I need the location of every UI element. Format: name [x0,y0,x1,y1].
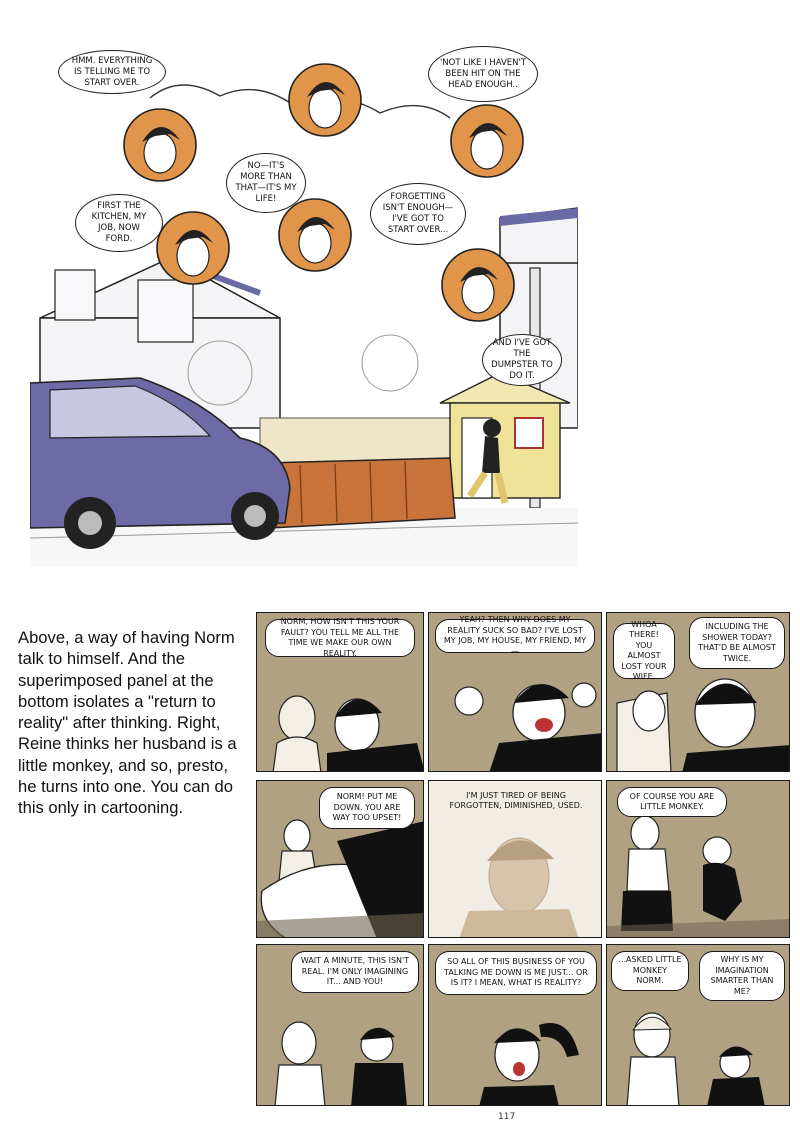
speech-bubble-norm: INCLUDING THE SHOWER TODAY? THAT'D BE ALMOST TWICE. [689,617,785,669]
strip-panel-r2-2 [428,780,602,938]
side-caption: Above, a way of having Norm talk to himself. And the superimposed panel at the bottom isolates a "return to reality" after thinking. Right, Reine thinks her husband is a little monkey, and so, presto, he turns into one. You can do this only in cartooning. [18,628,237,818]
caption-box: ...ASKED LITTLE MONKEY NORM. [611,951,689,991]
speech-bubble: WAIT A MINUTE, THIS ISN'T REAL. I'M ONLY IMAGINING IT... AND YOU! [291,951,419,993]
strip-panel-r1-1 [256,612,424,772]
page-number: 117 [498,1112,516,1122]
thought-bubble-hit-on-head: 'NOT LIKE I HAVEN'T BEEN HIT ON THE HEAD ENOUGH.. [428,46,538,102]
speech-bubble-reine: WHOA THERE! YOU ALMOST LOST YOUR WIFE. [613,623,675,679]
strip-panel-r3-1 [256,944,424,1106]
speech-bubble: NORM! PUT ME DOWN. YOU ARE WAY TOO UPSET! [319,787,415,829]
thought-bubble-forgetting: FORGETTING ISN'T ENOUGH— I'VE GOT TO START OVER... [370,183,466,245]
strip-panel-r2-1 [256,780,424,938]
thought-bubble-kitchen-job: FIRST THE KITCHEN, MY JOB, NOW FORD. [75,194,163,252]
speech-bubble: NORM, HOW ISN'T THIS YOUR FAULT? YOU TELL ME ALL THE TIME WE MAKE OUR OWN REALITY. [265,619,415,657]
strip-panel-r1-3 [606,612,790,772]
splash-panel [30,18,578,566]
thought-bubble-start-over: HMM. EVERYTHING IS TELLING ME TO START OVER. [58,50,166,94]
strip-panel-r1-2 [428,612,602,772]
speech-bubble: SO ALL OF THIS BUSINESS OF YOU TALKING ME DOWN IS ME JUST... OR IS IT? I MEAN, WHAT IS REALITY? [435,951,597,995]
strip-panel-r2-3 [606,780,790,938]
caption-text: I'M JUST TIRED OF BEING FORGOTTEN, DIMINISHED, USED. [449,790,583,810]
speech-bubble: OF COURSE YOU ARE LITTLE MONKEY. [617,787,727,817]
speech-bubble: WHY IS MY IMAGINATION SMARTER THAN ME? [699,951,785,1001]
strip-panel-r3-2 [428,944,602,1106]
thought-bubble-my-life: NO—IT'S MORE THAN THAT—IT'S MY LIFE! [226,153,306,213]
speech-bubble-dumpster: AND I'VE GOT THE DUMPSTER TO DO IT. [482,334,562,386]
strip-panel-r3-3 [606,944,790,1106]
speech-bubble: YEAH? THEN WHY DOES MY REALITY SUCK SO BAD? I'VE LOST MY JOB, MY HOUSE, MY FRIEND, MY — [435,619,595,653]
